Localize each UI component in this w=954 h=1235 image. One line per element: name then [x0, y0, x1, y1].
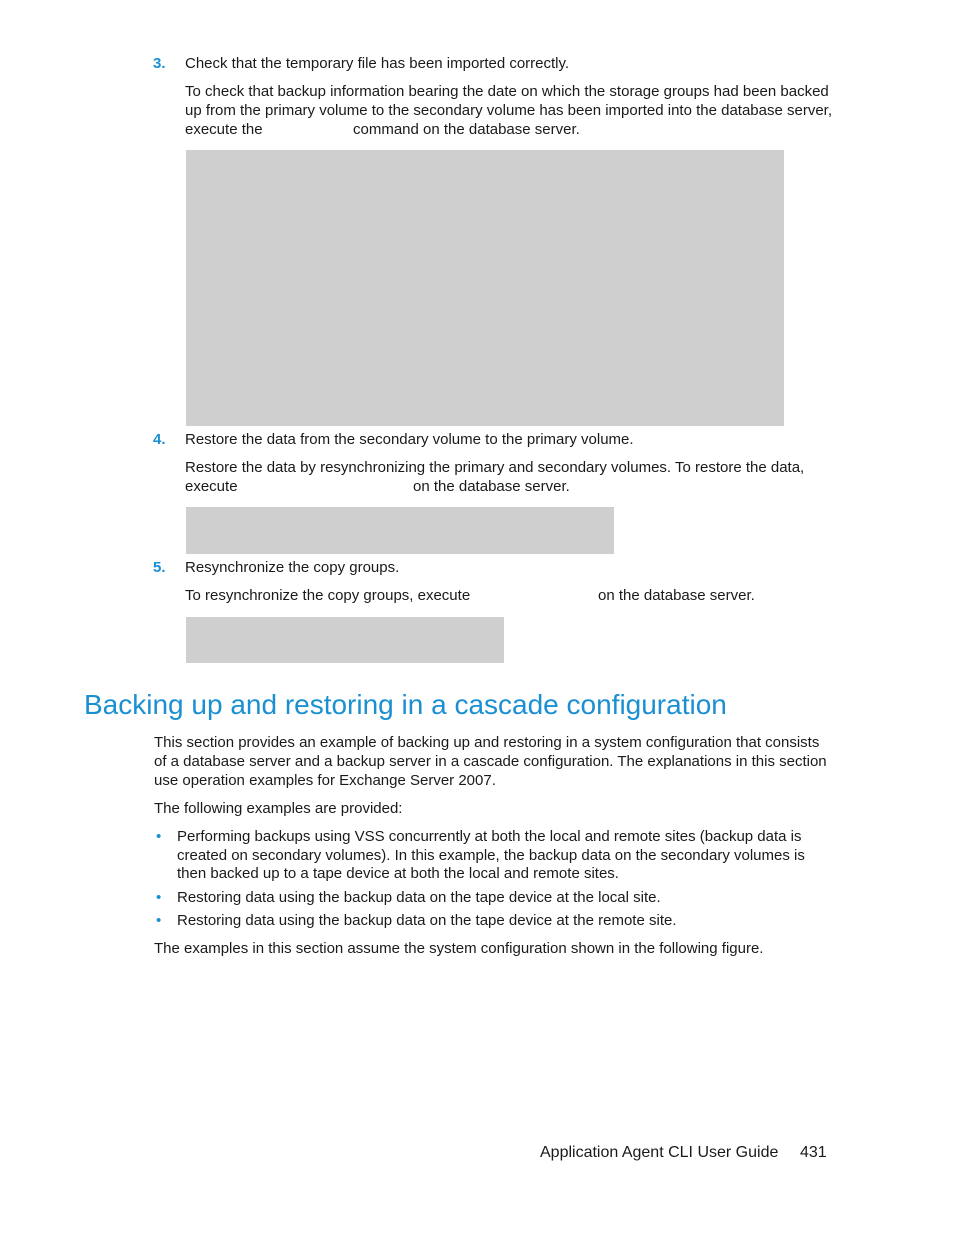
step-4-body-line-2-pre: execute — [185, 478, 238, 495]
step-5-title: Resynchronize the copy groups. — [185, 559, 400, 576]
step-number-4: 4. — [153, 431, 166, 448]
closing-paragraph: The examples in this section assume the system configuration shown in the following figure. — [154, 940, 764, 957]
step-4-code-block — [186, 507, 614, 554]
step-3-body-line-2: up from the primary volume to the secondary volume has been imported into the database server, — [185, 102, 833, 119]
examples-intro: The following examples are provided: — [154, 800, 403, 817]
step-number-3: 3. — [153, 55, 166, 72]
step-3-body-line-3-pre: execute the — [185, 121, 263, 138]
bullet-3-line-1: Restoring data using the backup data on the tape device at the remote site. — [177, 912, 677, 929]
step-5-body-pre: To resynchronize the copy groups, execute — [185, 587, 471, 604]
step-3-title: Check that the temporary file has been imported correctly. — [185, 55, 570, 72]
bullet-2-line-1: Restoring data using the backup data on the tape device at the local site. — [177, 889, 661, 906]
bullet-1-line-3: then backed up to a tape device at both the local and remote sites. — [177, 865, 619, 882]
intro-line-2: of a database server and a backup server in a cascade configuration. The explanations in this section — [154, 753, 827, 770]
intro-line-3: use operation examples for Exchange Server 2007. — [154, 772, 496, 789]
bullet-1-line-2: created on secondary volumes). In this example, the backup data on the secondary volumes is — [177, 847, 805, 864]
bullet-marker-1: • — [156, 828, 162, 845]
bullet-marker-3: • — [156, 912, 162, 929]
step-3-body-line-3-post: command on the database server. — [353, 121, 580, 138]
step-4-title: Restore the data from the secondary volume to the primary volume. — [185, 431, 634, 448]
step-4-body-line-2-post: on the database server. — [413, 478, 570, 495]
section-heading: Backing up and restoring in a cascade configuration — [84, 689, 727, 720]
step-4-body-line-1: Restore the data by resynchronizing the primary and secondary volumes. To restore the data, — [185, 459, 805, 476]
step-5-body-post: on the database server. — [598, 587, 755, 604]
step-3-body-line-1: To check that backup information bearing the date on which the storage groups had been backed — [185, 83, 829, 100]
intro-line-1: This section provides an example of backing up and restoring in a system configuration that consists — [154, 734, 820, 751]
step-number-5: 5. — [153, 559, 166, 576]
step-5-code-block — [186, 617, 504, 663]
bullet-1-line-1: Performing backups using VSS concurrently at both the local and remote sites (backup data is — [177, 828, 802, 845]
footer-guide-title: Application Agent CLI User Guide — [540, 1144, 779, 1161]
step-3-code-block — [186, 150, 784, 426]
bullet-marker-2: • — [156, 889, 162, 906]
footer-page-number: 431 — [800, 1144, 827, 1161]
